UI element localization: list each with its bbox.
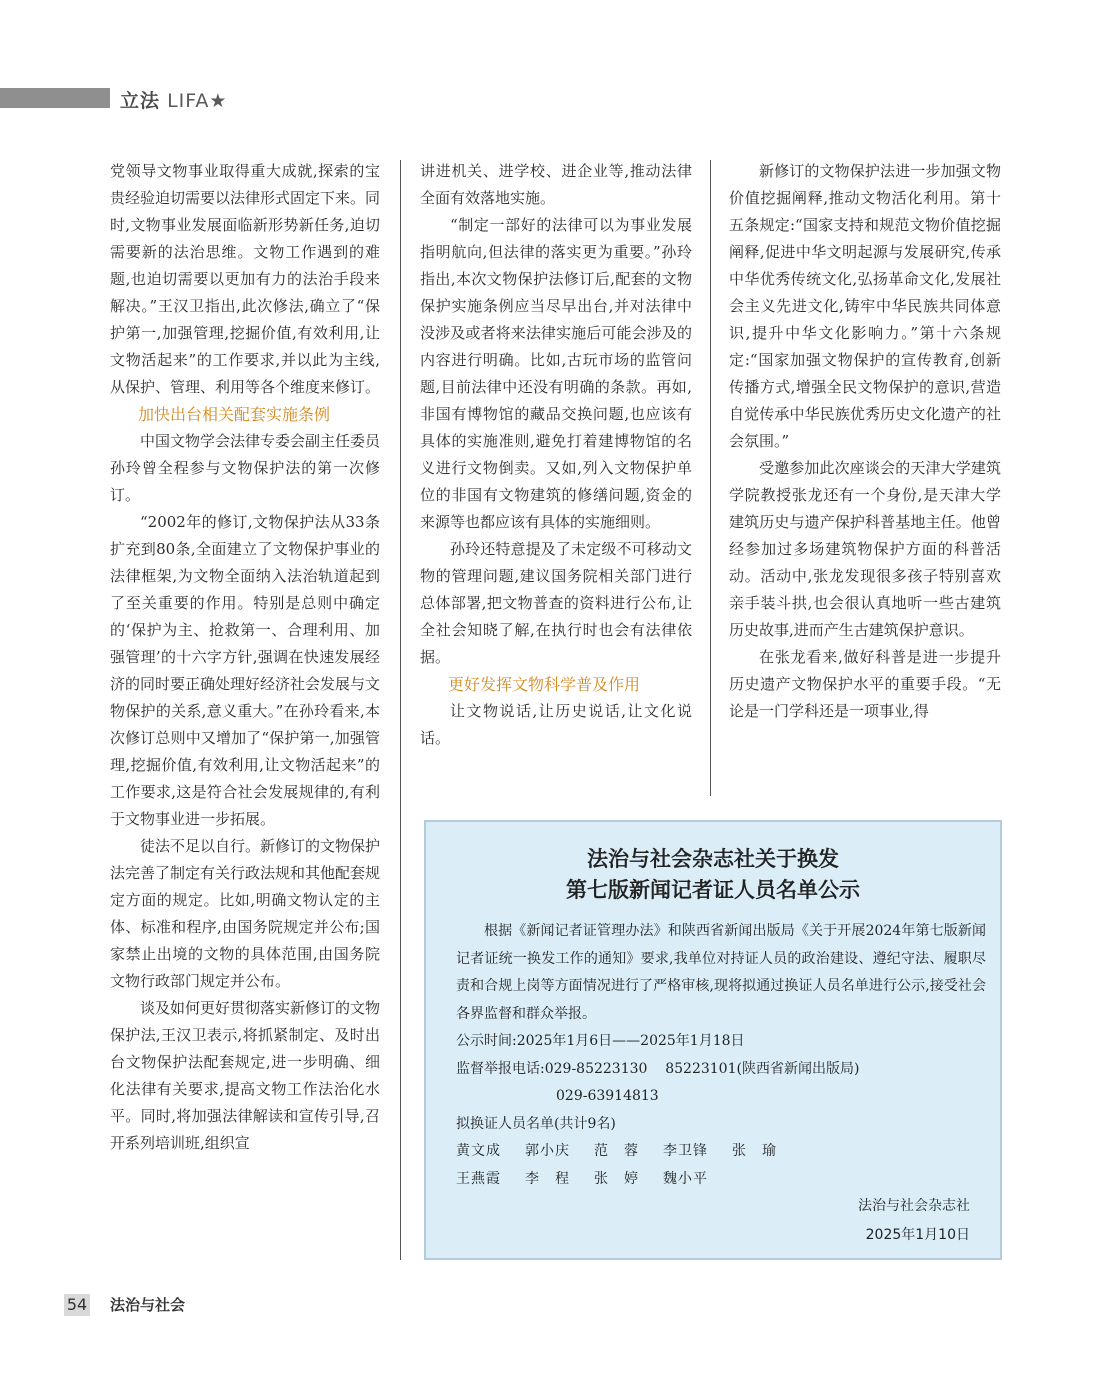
section-title: 立法 [120, 90, 161, 112]
page-number: 54 [64, 1294, 90, 1316]
paragraph: 新修订的文物保护法进一步加强文物价值挖掘阐释,推动文物活化利用。第十五条规定:“国家支持和规范文物价值挖掘阐释,促进中华文明起源与发展研究,传承中华优秀传统文化,弘扬革命文化,发展社会主义先进文化,铸牢中华民族共同体意识,提升中华文化影响力。”第十六条规定:“国家加强文物保护的宣传教育,创新传播方式,增强全民文物保护的意识,营造自觉传承中华民族优秀历史文化遗产的社会氛围。” [729, 162, 1001, 450]
notice-phone: 监督举报电话:029-85223130 85223101(陕西省新闻出版局) [456, 1060, 860, 1077]
notice-title-line-1: 法治与社会杂志社关于换发 [587, 847, 839, 871]
notice-phone-2: 029-63914813 [556, 1088, 659, 1104]
header-bar [0, 88, 110, 108]
paragraph: 谈及如何更好贯彻落实新修订的文物保护法,王汉卫表示,将抓紧制定、及时出台文物保护法配套规定,进一步明确、细化法律有关要求,提高文物工作法治化水平。同时,将加强法律解读和宣传引导,召开系列培训班,组织宣 [110, 999, 381, 1152]
person-name: 李 程 [525, 1170, 570, 1187]
notice-date: 2025年1月10日 [865, 1227, 970, 1243]
section-heading: 加快出台相关配套实施条例 [138, 405, 331, 424]
person-name: 魏小平 [663, 1170, 708, 1187]
paragraph: 徒法不足以自行。新修订的文物保护法完善了制定有关行政法规和其他配套规定方面的规定。比如,明确文物认定的主体、标准和程序,由国务院规定并公布;国家禁止出境的文物的具体范围,由国务院文物行政部门规定并公布。 [110, 837, 381, 990]
person-name: 王燕霞 [456, 1170, 501, 1187]
person-name: 李卫锋 [663, 1143, 708, 1159]
section-heading: 更好发挥文物科学普及作用 [448, 675, 641, 694]
article-column-1 [110, 158, 380, 1157]
section-subtitle: LIFA★ [167, 90, 228, 112]
notice-title [426, 844, 1000, 906]
paragraph: 让文物说话,让历史说话,让文化说话。 [420, 702, 692, 747]
notice-intro: 根据《新闻记者证管理办法》和陕西省新闻出版局《关于开展2024年第七版新闻记者证统一换发工作的通知》要求,我单位对持证人员的政治建设、遵纪守法、履职尽责和合规上岗等方面情况进行了严格审核,现将拟通过换证人员名单进行公示,接受社会各界监督和群众举报。 [456, 923, 986, 1022]
paragraph: 讲进机关、进学校、进企业等,推动法律全面有效落地实施。 [420, 162, 692, 207]
notice-signature [858, 1192, 970, 1250]
person-name: 范 蓉 [594, 1143, 639, 1159]
column-divider [400, 160, 401, 1260]
names-row-1 [456, 1138, 986, 1166]
notice-list-label: 拟换证人员名单(共计9名) [456, 1115, 616, 1132]
article-column-3 [729, 158, 1001, 725]
paragraph: 中国文物学会法律专委会副主任委员孙玲曾全程参与文物保护法的第一次修订。 [110, 432, 381, 504]
paragraph: 党领导文物事业取得重大成就,探索的宝贵经验迫切需要以法律形式固定下来。同时,文物事业发展面临新形势新任务,迫切需要新的法治思维。文物工作遇到的难题,也迫切需要以更加有力的法治手段来解决。”王汉卫指出,此次修法,确立了“保护第一,加强管理,挖掘价值,有效利用,让文物活起来”的工作要求,并以此为主线,从保护、管理、利用等各个维度来修订。 [110, 162, 381, 396]
person-name: 张 婷 [594, 1170, 639, 1187]
paragraph: “制定一部好的法律可以为事业发展指明航向,但法律的落实更为重要。”孙玲指出,本次文物保护法修订后,配套的文物保护实施条例应当尽早出台,并对法律中没涉及或者将来法律实施后可能会涉及的内容进行明确。比如,古玩市场的监管问题,目前法律中还没有明确的条款。再如,非国有博物馆的藏品交换问题,也应该有具体的实施准则,避免打着建博物馆的名义进行文物倒卖。又如,列入文物保护单位的非国有文物建筑的修缮问题,资金的来源等也都应该有具体的实施细则。 [420, 216, 692, 531]
paragraph: “2002年的修订,文物保护法从33条扩充到80条,全面建立了文物保护事业的法律框架,为文物全面纳入法治轨道起到了至关重要的作用。特别是总则中确定的‘保护为主、抢救第一、合理利用、加强管理’的十六字方针,强调在快速发展经济的同时要正确处理好经济社会发展与文物保护的关系,意义重大。”在孙玲看来,本次修订总则中又增加了“保护第一,加强管理,挖掘价值,有效利用,让文物活起来”的工作要求,这是符合社会发展规律的,有利于文物事业进一步拓展。 [110, 513, 381, 828]
notice-period: 公示时间:2025年1月6日——2025年1月18日 [456, 1033, 745, 1049]
person-name: 黄文成 [456, 1143, 501, 1159]
magazine-name: 法治与社会 [110, 1296, 186, 1314]
notice-box [424, 820, 1002, 1260]
person-name: 张 瑜 [732, 1143, 777, 1159]
person-name: 郭小庆 [525, 1143, 570, 1159]
notice-title-line-2: 第七版新闻记者证人员名单公示 [566, 878, 860, 902]
paragraph: 孙玲还特意提及了未定级不可移动文物的管理问题,建议国务院相关部门进行总体部署,把文物普查的资料进行公布,让全社会知晓了解,在执行时也会有法律依据。 [420, 540, 692, 666]
column-divider [710, 160, 711, 796]
article-column-2 [420, 158, 692, 752]
paragraph: 在张龙看来,做好科普是进一步提升历史遗产文物保护水平的重要手段。“无论是一门学科还是一项事业,得 [729, 648, 1001, 720]
paragraph: 受邀参加此次座谈会的天津大学建筑学院教授张龙还有一个身份,是天津大学建筑历史与遗产保护科普基地主任。他曾经参加过多场建筑物保护方面的科普活动。活动中,张龙发现很多孩子特别喜欢亲手装斗拱,也会很认真地听一些古建筑历史故事,进而产生古建筑保护意识。 [729, 459, 1001, 639]
notice-body [456, 918, 986, 1193]
notice-signer: 法治与社会杂志社 [858, 1198, 970, 1214]
names-row-2 [456, 1166, 986, 1194]
section-header [120, 86, 227, 113]
